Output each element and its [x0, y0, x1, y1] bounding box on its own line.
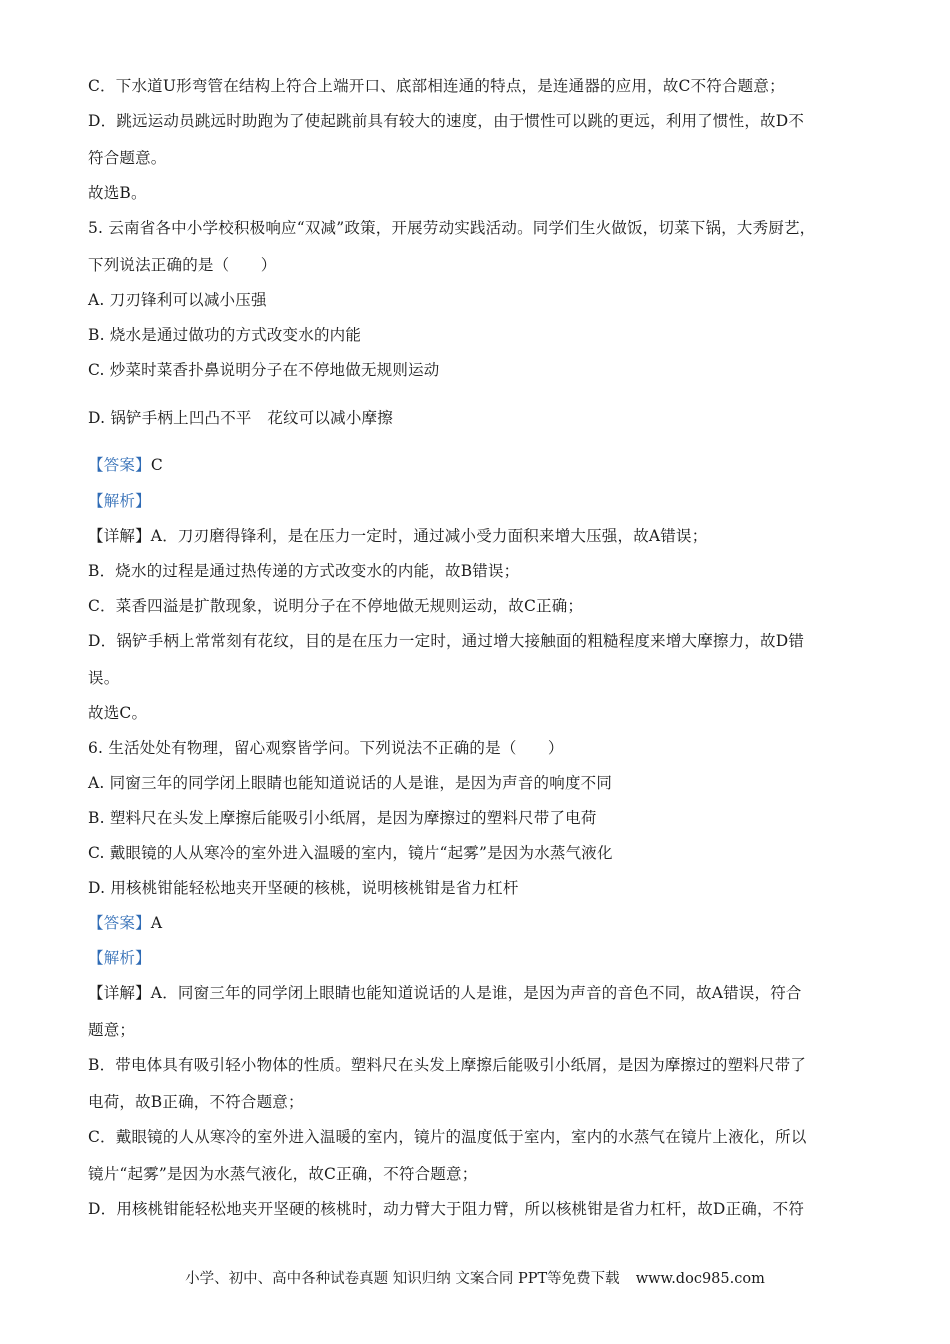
- question-5-stem: 5. 云南省各中小学校积极响应“双减”政策，开展劳动实践活动。同学们生火做饭，切菜下锅，大秀厨艺，: [88, 219, 816, 237]
- page-footer: [0, 1268, 950, 1290]
- footer-text: 小学、初中、高中各种试卷真题 知识归纳 文案合同 PPT等免费下载: [185, 1271, 620, 1287]
- text-line: 符合题意。: [88, 149, 167, 167]
- answer-line-6: [88, 912, 878, 934]
- analysis-label: 【解析】: [88, 492, 151, 510]
- explanation-line: B．带电体具有吸引轻小物体的性质。塑料尺在头发上摩擦后能吸引小纸屑，是因为摩擦过的塑料尺带了: [88, 1056, 807, 1074]
- explanation-line: C．戴眼镜的人从寒冷的室外进入温暖的室内，镜片的温度低于室内，室内的水蒸气在镜片上液化，所以: [88, 1128, 807, 1146]
- question-6-option-c: C. 戴眼镜的人从寒冷的室外进入温暖的室内，镜片“起雾”是因为水蒸气液化: [88, 844, 613, 862]
- question-5-option-c: C. 炒菜时菜香扑鼻说明分子在不停地做无规则运动: [88, 361, 440, 379]
- question-5-stem-cont: 下列说法正确的是（ ）: [88, 256, 277, 274]
- explanation-line: D．用核桃钳能轻松地夹开坚硬的核桃时，动力臂大于阻力臂，所以核桃钳是省力杠杆，故D正确，不符: [88, 1200, 805, 1218]
- text-line: 故选B。: [88, 184, 147, 202]
- answer-value: C: [150, 456, 163, 474]
- footer-link[interactable]: www.doc985.com: [635, 1271, 765, 1287]
- question-5-option-b: B. 烧水是通过做功的方式改变水的内能: [88, 326, 362, 344]
- answer-line-5: [88, 454, 878, 476]
- question-5-option-a: A. 刀刃锋利可以减小压强: [88, 291, 267, 309]
- analysis-label: 【解析】: [88, 949, 151, 967]
- answer-label: 【答案】: [88, 914, 151, 932]
- explanation-line: 题意；: [88, 1021, 136, 1039]
- question-5-option-d: D. 锅铲手柄上凹凸不平 花纹可以减小摩擦: [88, 409, 393, 427]
- explanation-line: 电荷，故B正确，不符合题意；: [88, 1093, 304, 1111]
- question-6-stem: 6. 生活处处有物理，留心观察皆学问。下列说法不正确的是（ ）: [88, 739, 564, 757]
- explanation-line: B．烧水的过程是通过热传递的方式改变水的内能，故B错误；: [88, 562, 520, 580]
- explanation-line: 【详解】A．刀刃磨得锋利，是在压力一定时，通过减小受力面积来增大压强，故A错误；: [88, 527, 708, 545]
- explanation-line: C．菜香四溢是扩散现象，说明分子在不停地做无规则运动，故C正确；: [88, 597, 584, 615]
- explanation-line: 误。: [88, 669, 120, 687]
- text-line: D．跳远运动员跳远时助跑为了使起跳前具有较大的速度，由于惯性可以跳的更远，利用了惯性，故D不: [88, 112, 805, 130]
- question-6-option-b: B. 塑料尺在头发上摩擦后能吸引小纸屑，是因为摩擦过的塑料尺带了电荷: [88, 809, 597, 827]
- explanation-line: 【详解】A．同窗三年的同学闭上眼睛也能知道说话的人是谁，是因为声音的音色不同，故A错误，符合: [88, 984, 802, 1002]
- explanation-line: D．锅铲手柄上常常刻有花纹，目的是在压力一定时，通过增大接触面的粗糙程度来增大摩擦力，故D错: [88, 632, 805, 650]
- answer-value: A: [150, 914, 163, 932]
- text-line: C．下水道U形弯管在结构上符合上端开口、底部相连通的特点，是连通器的应用，故C不符合题意；: [88, 77, 785, 95]
- answer-label: 【答案】: [88, 456, 151, 474]
- question-6-option-a: A. 同窗三年的同学闭上眼睛也能知道说话的人是谁，是因为声音的响度不同: [88, 774, 613, 792]
- question-6-option-d: D. 用核桃钳能轻松地夹开坚硬的核桃，说明核桃钳是省力杠杆: [88, 879, 519, 897]
- explanation-line: 故选C。: [88, 704, 148, 722]
- explanation-line: 镜片“起雾”是因为水蒸气液化，故C正确，不符合题意；: [88, 1165, 478, 1183]
